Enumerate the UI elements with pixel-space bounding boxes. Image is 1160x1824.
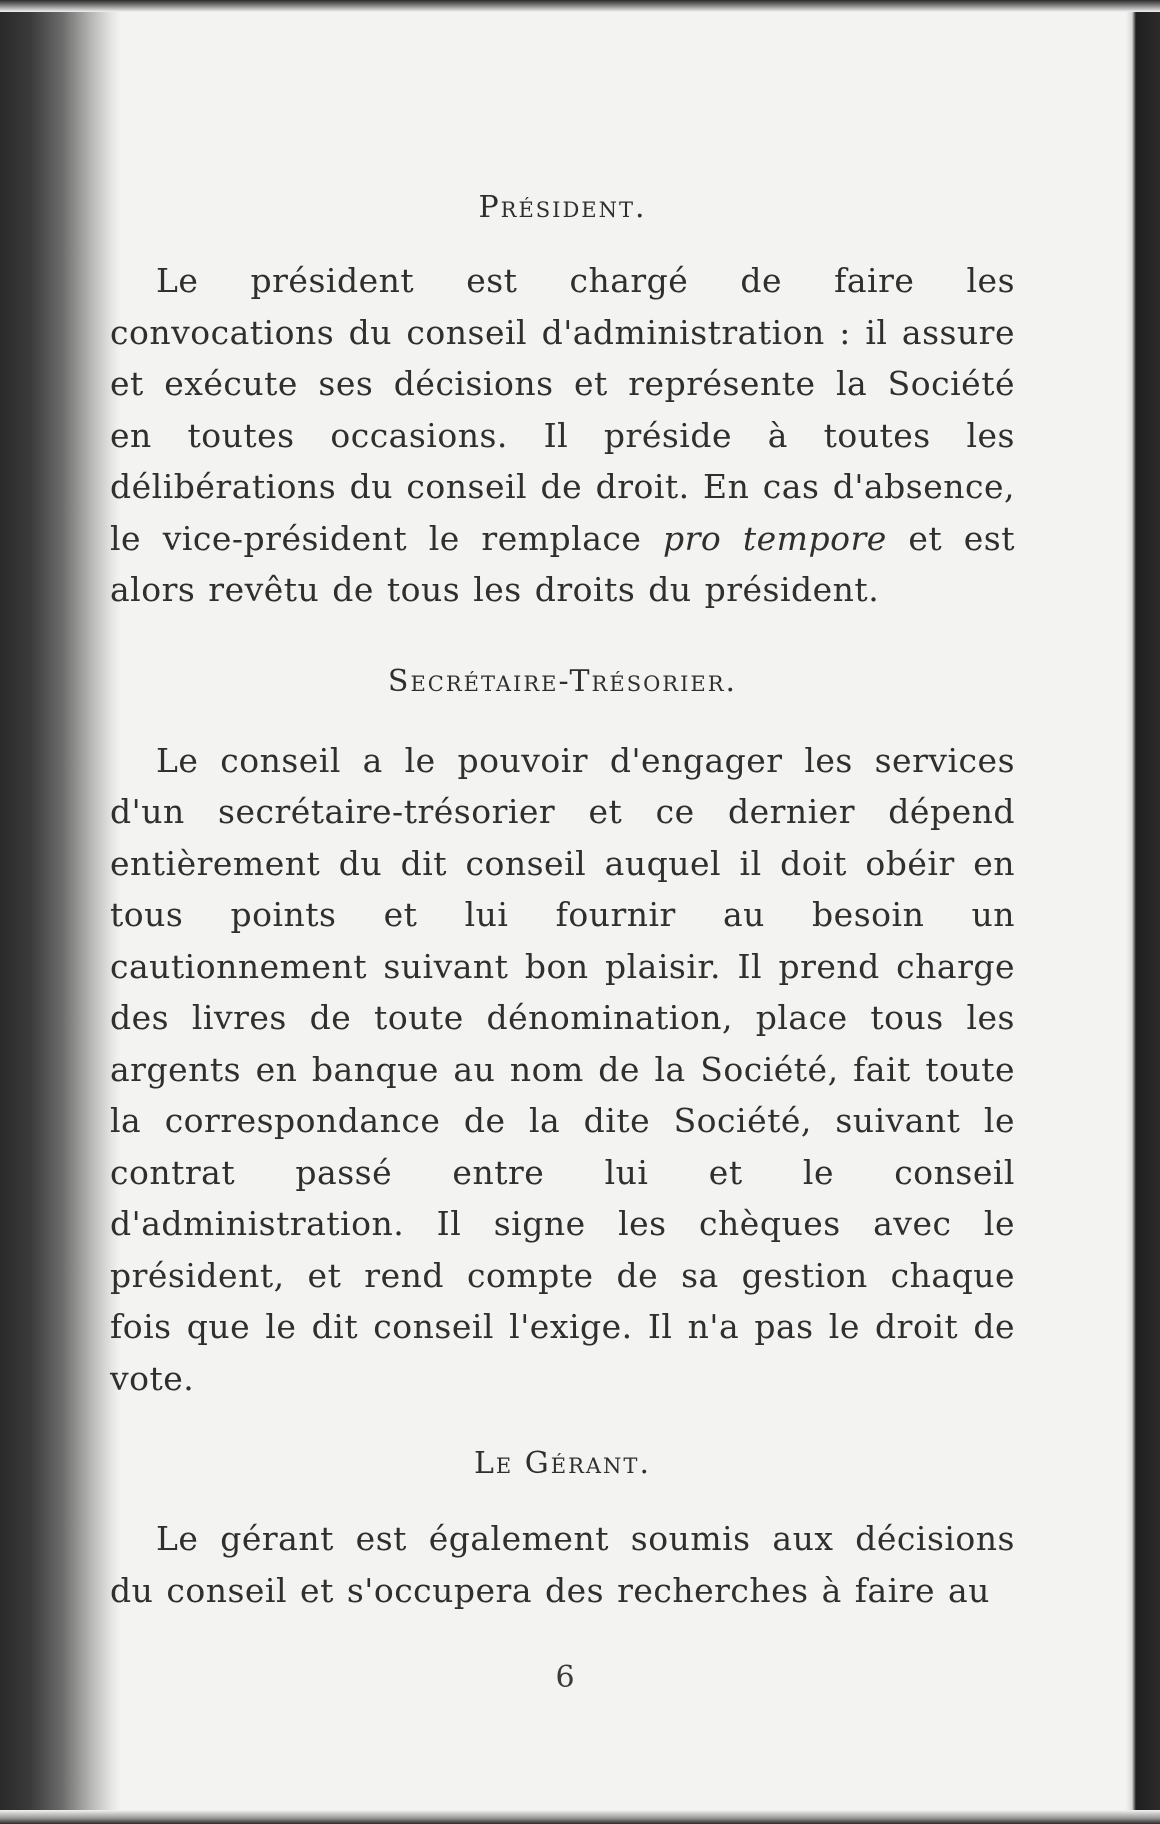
page-text-block: [110, 190, 1015, 1616]
section-paragraph-secretaire-tresorier: Le conseil a le pouvoir d'engager les services d'un secrétaire-trésorier et ce dernier dépend entièrement du dit conseil auquel il doit obéir en tous points et lui fournir au besoin un cautionnement suivant bon plaisir. Il prend charge des livres de toute dénomination, place tous les argents en banque au nom de la Société, fait toute la correspondance de la dite Société, suivant le contrat passé entre lui et le conseil d'administration. Il signe les chèques avec le président, et rend compte de sa gestion chaque fois que le dit conseil l'exige. Il n'a pas le droit de vote.: [110, 740, 1015, 1398]
page-number: 6: [555, 1660, 575, 1695]
bottom-page-edge: [0, 1810, 1160, 1824]
binding-shadow: [0, 0, 120, 1824]
right-page-edge: [1126, 0, 1160, 1824]
paragraph-text: et est alors revêtu de tous les droits du président.: [110, 518, 1015, 609]
section-paragraph-president: [110, 255, 1015, 616]
section-paragraph-le-gerant: Le gérant est également soumis aux décisions du conseil et s'occupera des recherches à faire au: [110, 1519, 1015, 1610]
section-heading-secretaire-tresorier: Secrétaire-Trésorier.: [387, 663, 738, 699]
section-heading-le-gerant: Le Gérant.: [474, 1446, 651, 1481]
paragraph-text: Le président est chargé de faire les convocations du conseil d'administration : il assure et exécute ses décisions et représente la Société en toutes occasions. Il préside à toutes les délibérations du conseil de droit. En cas d'absence, le vice-président le remplace: [110, 261, 1015, 558]
italic-phrase: pro tempore: [663, 518, 887, 558]
top-page-edge: [0, 0, 1160, 12]
section-heading-president: Président.: [478, 190, 647, 225]
